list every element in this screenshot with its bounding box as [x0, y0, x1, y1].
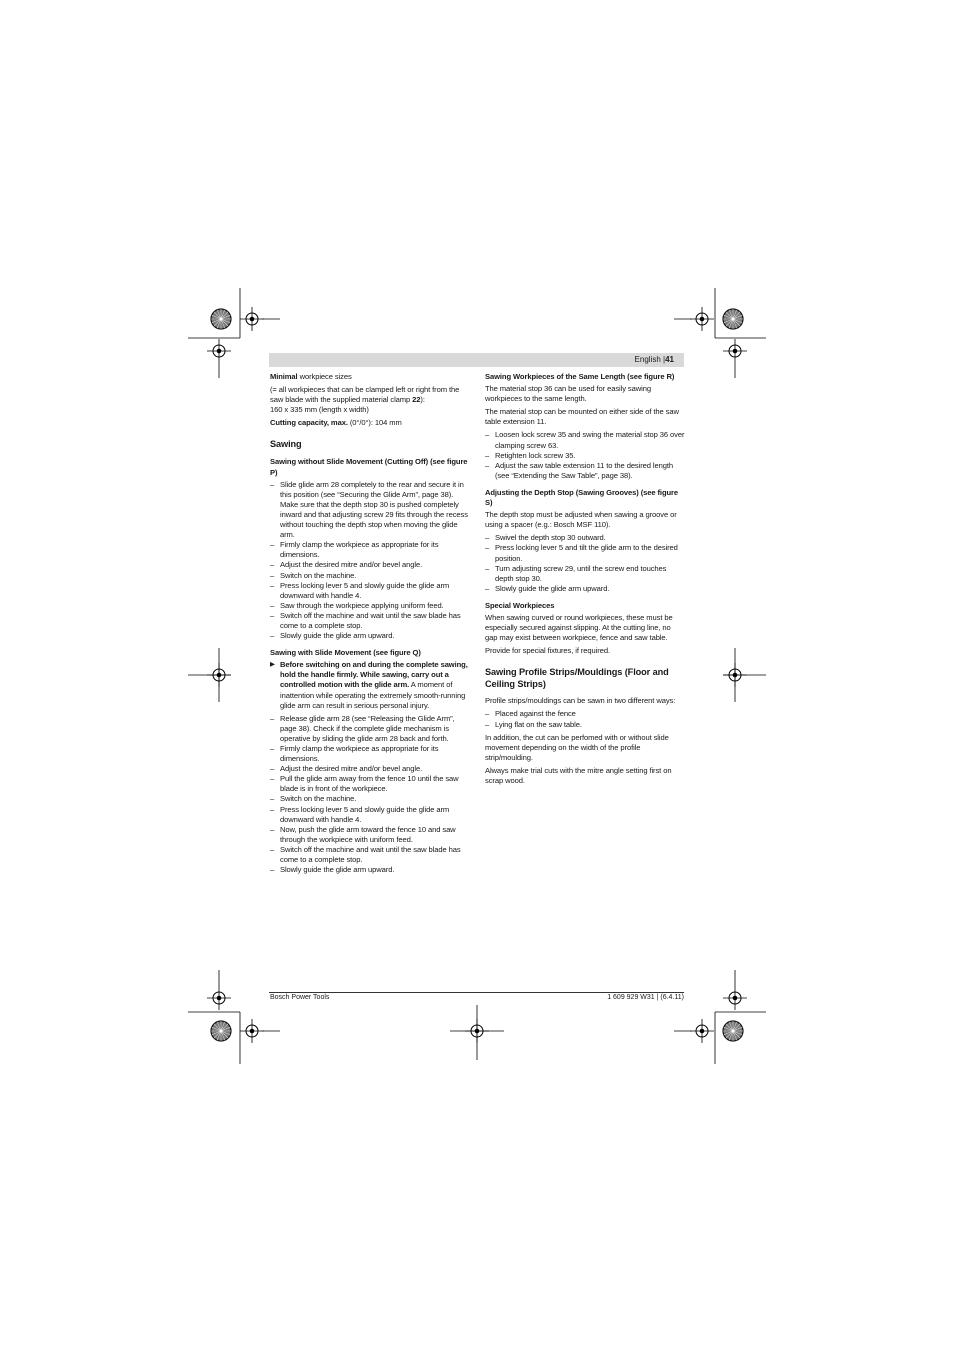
list-item-text: Loosen lock screw 35 and swing the material stop 36 over clamping screw 63. — [495, 430, 685, 450]
min-sizes-desc: (= all workpieces that can be clamped left or right from the saw blade with the supplied material clamp 22): — [270, 385, 460, 405]
profile-paragraph-2: In addition, the cut can be perfomed with or without slide movement depending on the width of the profile strip/moulding. — [485, 732, 669, 762]
list-item-text: Switch off the machine and wait until the saw blade has come to a complete stop. — [280, 610, 461, 630]
list-item — [485, 451, 685, 461]
cutting-capacity: Cutting capacity, max. (0°/0°): 104 mm — [270, 418, 402, 428]
list-dash: – — [270, 774, 275, 784]
list-item-text: Switch on the machine. — [280, 794, 357, 804]
list-dash: – — [270, 794, 275, 804]
list-item — [485, 430, 685, 450]
list-dash: – — [485, 543, 490, 553]
list-item-text: Placed against the fence — [495, 709, 576, 719]
list-item — [270, 480, 470, 541]
list-dash: – — [270, 570, 275, 580]
list-item-text: Now, push the glide arm toward the fence 10 and saw through the workpiece with uniform feed. — [280, 824, 456, 844]
list-item — [270, 601, 470, 611]
list-item — [270, 611, 470, 631]
list-item-text: Press locking lever 5 and tilt the glide arm to the desired position. — [495, 543, 678, 563]
list-item-text: Turn adjusting screw 29, until the screw end touches depth stop 30. — [495, 563, 667, 583]
list-dash: – — [270, 631, 275, 641]
list-item — [270, 794, 470, 804]
list-item — [270, 865, 470, 875]
list-item-text: Adjust the desired mitre and/or bevel angle. — [280, 560, 423, 570]
list-item-text: Press locking lever 5 and slowly guide the glide arm downward with handle 4. — [280, 804, 450, 824]
list-item — [485, 720, 685, 730]
list-item — [270, 764, 470, 774]
right-column — [485, 372, 685, 789]
page-header — [269, 353, 684, 367]
list-item — [270, 744, 470, 764]
list-dash: – — [485, 460, 490, 470]
sub5-paragraph-1: When sawing curved or round workpieces, these must be especially secured against slipping. At the cutting line, no gap may exist between workpiece, fence and saw table. — [485, 612, 673, 643]
list-dash: – — [270, 540, 275, 550]
list-dash: – — [270, 744, 275, 753]
sub4-list — [485, 533, 685, 594]
list-item-text: Retighten lock screw 35. — [495, 450, 576, 460]
list-dash: – — [270, 580, 275, 590]
list-item — [270, 825, 470, 845]
sub5-paragraph-2: Provide for special fixtures, if required. — [485, 646, 610, 656]
list-item-text: Switch on the machine. — [280, 570, 357, 580]
list-item-text: Pull the glide arm away from the fence 10 until the saw blade is in front of the workpiece. — [280, 774, 459, 794]
sub3-list — [485, 430, 685, 480]
list-item-text: Saw through the workpiece applying uniform feed. — [280, 600, 444, 610]
sub1-heading: Sawing without Slide Movement (Cutting Off) (see figure P) — [270, 457, 468, 477]
list-item — [485, 533, 685, 543]
footer-brand: Bosch Power Tools — [270, 994, 330, 1001]
list-dash: – — [485, 719, 490, 729]
list-dash: – — [270, 610, 275, 620]
sub2-list — [270, 714, 470, 876]
list-item — [270, 805, 470, 825]
list-item — [270, 774, 470, 794]
header-separator: | — [663, 355, 666, 364]
min-sizes-label: Minimal workpiece sizes — [270, 372, 352, 381]
list-item-text: Swivel the depth stop 30 outward. — [495, 533, 606, 543]
list-dash: – — [485, 533, 490, 543]
list-dash: – — [270, 824, 275, 834]
list-dash: – — [270, 713, 275, 723]
list-dash: – — [485, 450, 490, 460]
list-item — [270, 845, 470, 865]
profile-strips-heading: Sawing Profile Strips/Mouldings (Floor and Ceiling Strips) — [485, 667, 669, 690]
list-dash: – — [270, 560, 275, 570]
list-item — [270, 581, 470, 601]
list-dash: – — [270, 600, 275, 610]
list-item — [270, 631, 470, 641]
list-dash: – — [485, 430, 490, 440]
list-dash: – — [270, 479, 275, 489]
safety-note: ▶ Before switching on and during the complete sawing, hold the handle firmly. While sawing, carry out a controlled motion with the glide arm. A moment of inattention while operating the extremely smooth-running glide arm can result in serious personal injury. — [270, 660, 468, 710]
list-dash: – — [485, 563, 490, 573]
profile-paragraph-3: Always make trial cuts with the mitre angle setting first on scrap wood. — [485, 765, 672, 785]
list-dash: – — [485, 583, 490, 593]
list-item-text: Adjust the saw table extension 11 to the desired length (see “Extending the Saw Table”, page 38). — [495, 460, 673, 480]
sub2-heading: Sawing with Slide Movement (see figure Q) — [270, 648, 421, 658]
list-item-text: Slowly guide the glide arm upward. — [280, 865, 395, 875]
list-item-text: Slowly guide the glide arm upward. — [495, 583, 610, 593]
list-item — [270, 714, 470, 744]
list-item — [485, 709, 685, 719]
list-item-text: Slowly guide the glide arm upward. — [280, 631, 395, 641]
list-dash: – — [270, 764, 275, 774]
sub3-paragraph-2: The material stop can be mounted on either side of the saw table extension 11. — [485, 407, 679, 427]
list-item — [270, 540, 470, 560]
sub1-list — [270, 480, 470, 642]
list-dash: – — [270, 804, 275, 814]
left-column — [270, 372, 470, 878]
list-item-text: Firmly clamp the workpiece as appropriate for its dimensions. — [280, 744, 439, 764]
list-item-text: Firmly clamp the workpiece as appropriate for its dimensions. — [280, 540, 439, 560]
list-item-text: Slide glide arm 28 completely to the rear and secure it in this position (see “Securing the Glide Arm”, page 38). Make sure that the depth stop 30 is pushed completely inward and that adjusting screw 29 fits through the recess without touching the depth stop when moving the glide arm. — [280, 479, 468, 540]
sub4-heading: Adjusting the Depth Stop (Sawing Grooves) (see figure S) — [485, 487, 678, 508]
min-sizes-value: 160 x 335 mm (length x width) — [270, 405, 369, 415]
list-item — [270, 571, 470, 581]
profile-list — [485, 709, 685, 729]
sub3-heading: Sawing Workpieces of the Same Length (see figure R) — [485, 372, 675, 381]
list-item-text: Release glide arm 28 (see “Releasing the Glide Arm”, page 38). Check if the complete glide mechanism is operative by sliding the glide arm 28 back and forth. — [280, 713, 455, 743]
list-dash: – — [485, 709, 490, 719]
list-dash: – — [270, 844, 275, 854]
sawing-heading: Sawing — [270, 439, 302, 450]
list-item — [485, 543, 685, 563]
footer-doc-number: 1 609 929 W31 | (6.4.11) — [607, 994, 684, 1001]
profile-paragraph-1: Profile strips/mouldings can be sawn in two different ways: — [485, 696, 676, 706]
list-dash: – — [270, 865, 275, 875]
list-item — [485, 564, 685, 584]
list-item-text: Lying flat on the saw table. — [495, 719, 582, 729]
list-item — [485, 584, 685, 594]
header-language: English — [634, 355, 661, 364]
list-item-text: Press locking lever 5 and slowly guide the glide arm downward with handle 4. — [280, 580, 450, 600]
footer-rule — [269, 992, 684, 993]
sub3-paragraph-1: The material stop 36 can be used for easily sawing workpieces to the same length. — [485, 384, 651, 404]
list-item-text: Switch off the machine and wait until the saw blade has come to a complete stop. — [280, 844, 461, 865]
header-text — [635, 354, 674, 366]
sub5-heading: Special Workpieces — [485, 600, 555, 610]
list-item — [270, 560, 470, 570]
sub4-paragraph: The depth stop must be adjusted when sawing a groove or using a spacer (e.g.: Bosch MSF 110). — [485, 510, 677, 530]
list-item — [485, 461, 685, 481]
page-number: 41 — [665, 355, 674, 364]
warning-triangle-icon: ▶ — [270, 661, 275, 669]
list-item-text: Adjust the desired mitre and/or bevel angle. — [280, 764, 423, 774]
